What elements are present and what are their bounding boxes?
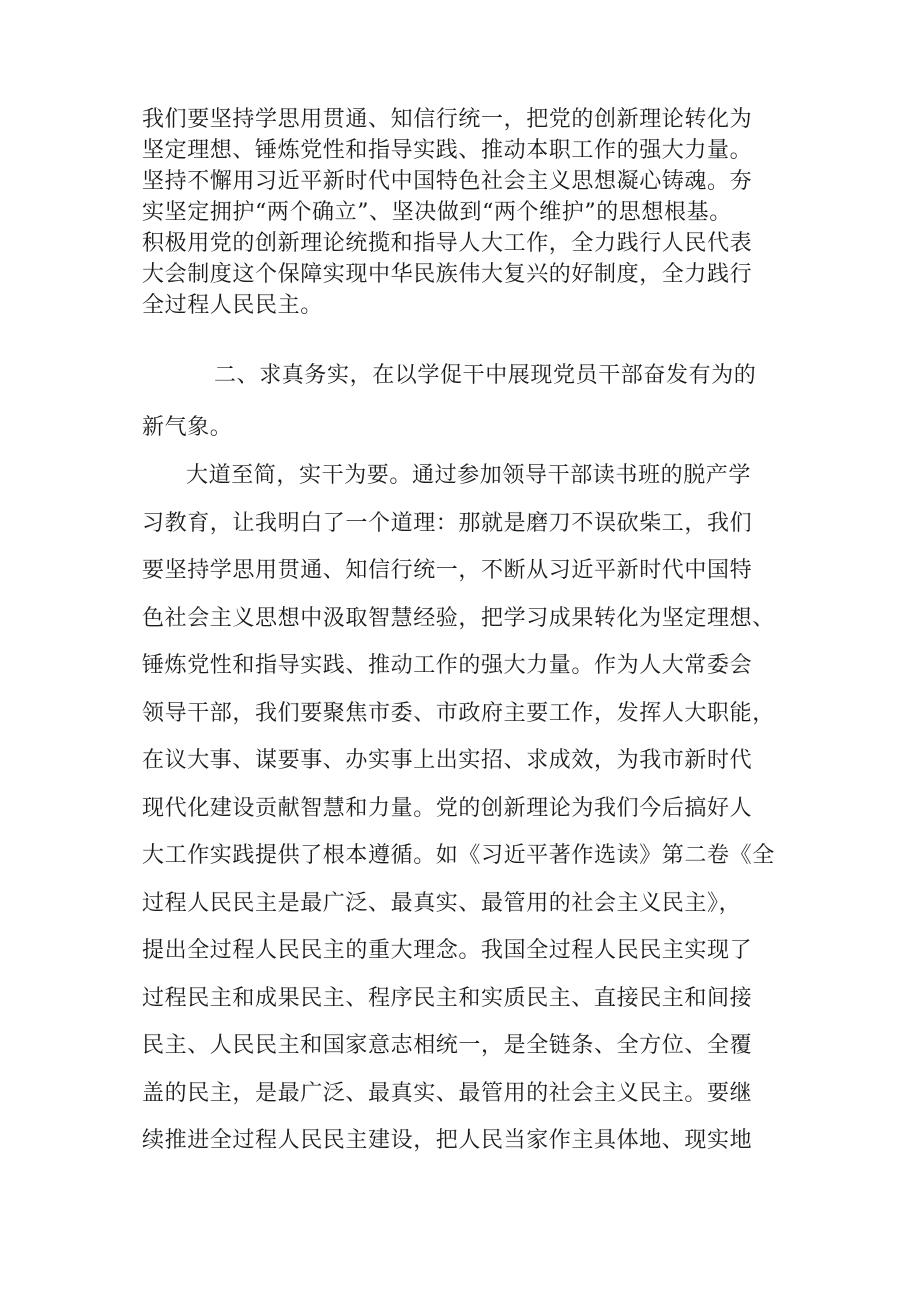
heading-line: 新气象。 [142, 415, 233, 440]
paragraph-3 [142, 452, 782, 1165]
paragraph-line: 民主、人民民主和国家意志相统一，是全链条、全方位、全覆 [142, 1033, 753, 1058]
paragraph-line: 坚定理想、锤炼党性和指导实践、推动本职工作的强大力量。 [142, 138, 753, 163]
paragraph-line: 大道至简，实干为要。通过参加领导干部读书班的脱产学 [186, 463, 752, 488]
paragraph-line: 大会制度这个保障实现中华民族伟大复兴的好制度，全力践行 [142, 262, 753, 287]
paragraph-line: 大工作实践提供了根本遵循。如《习近平著作选读》第二卷《全 [142, 843, 775, 868]
paragraph-1 [142, 104, 782, 321]
paragraph-line: 领导干部，我们要聚焦市委、市政府主要工作，发挥人大职能， [142, 700, 775, 726]
paragraph-line: 实坚定拥护“两个确立”、坚决做到“两个维护”的思想根基。 [142, 200, 732, 225]
paragraph-line: 色社会主义思想中汲取智慧经验，把学习成果转化为坚定理想、 [142, 605, 775, 631]
section-heading-2 [142, 350, 782, 454]
paragraph-line: 盖的民主，是最广泛、最真实、最管用的社会主义民主。要继 [142, 1080, 753, 1106]
paragraph-line: 坚持不懈用习近平新时代中国特色社会主义思想凝心铸魂。夯 [142, 169, 753, 194]
paragraph-line: 锤炼党性和指导实践、推动工作的强大力量。作为人大常委会 [142, 653, 753, 678]
paragraph-line: 全过程人民民主。 [142, 293, 323, 318]
paragraph-line: 习教育，让我明白了一个道理：那就是磨刀不误砍柴工，我们 [142, 510, 753, 536]
paragraph-line: 现代化建设贡献智慧和力量。党的创新理论为我们今后搞好人 [142, 795, 753, 821]
paragraph-line: 积极用党的创新理论统揽和指导人大工作，全力践行人民代表 [142, 231, 753, 256]
paragraph-line: 过程民主和成果民主、程序民主和实质民主、直接民主和间接 [142, 985, 753, 1011]
heading-line: 二、求真务实，在以学促干中展现党员干部奋发有为的 [214, 363, 757, 388]
paragraph-line: 我们要坚持学思用贯通、知信行统一，把党的创新理论转化为 [142, 107, 753, 132]
paragraph-line: 过程人民民主是最广泛、最真实、最管用的社会主义民主》， [142, 890, 742, 916]
paragraph-line: 提出全过程人民民主的重大理念。我国全过程人民民主实现了 [142, 938, 753, 963]
paragraph-line: 要坚持学思用贯通、知信行统一，不断从习近平新时代中国特 [142, 558, 753, 583]
paragraph-line: 续推进全过程人民民主建设，把人民当家作主具体地、现实地 [142, 1128, 753, 1153]
paragraph-line: 在议大事、谋要事、办实事上出实招、求成效，为我市新时代 [142, 748, 753, 773]
